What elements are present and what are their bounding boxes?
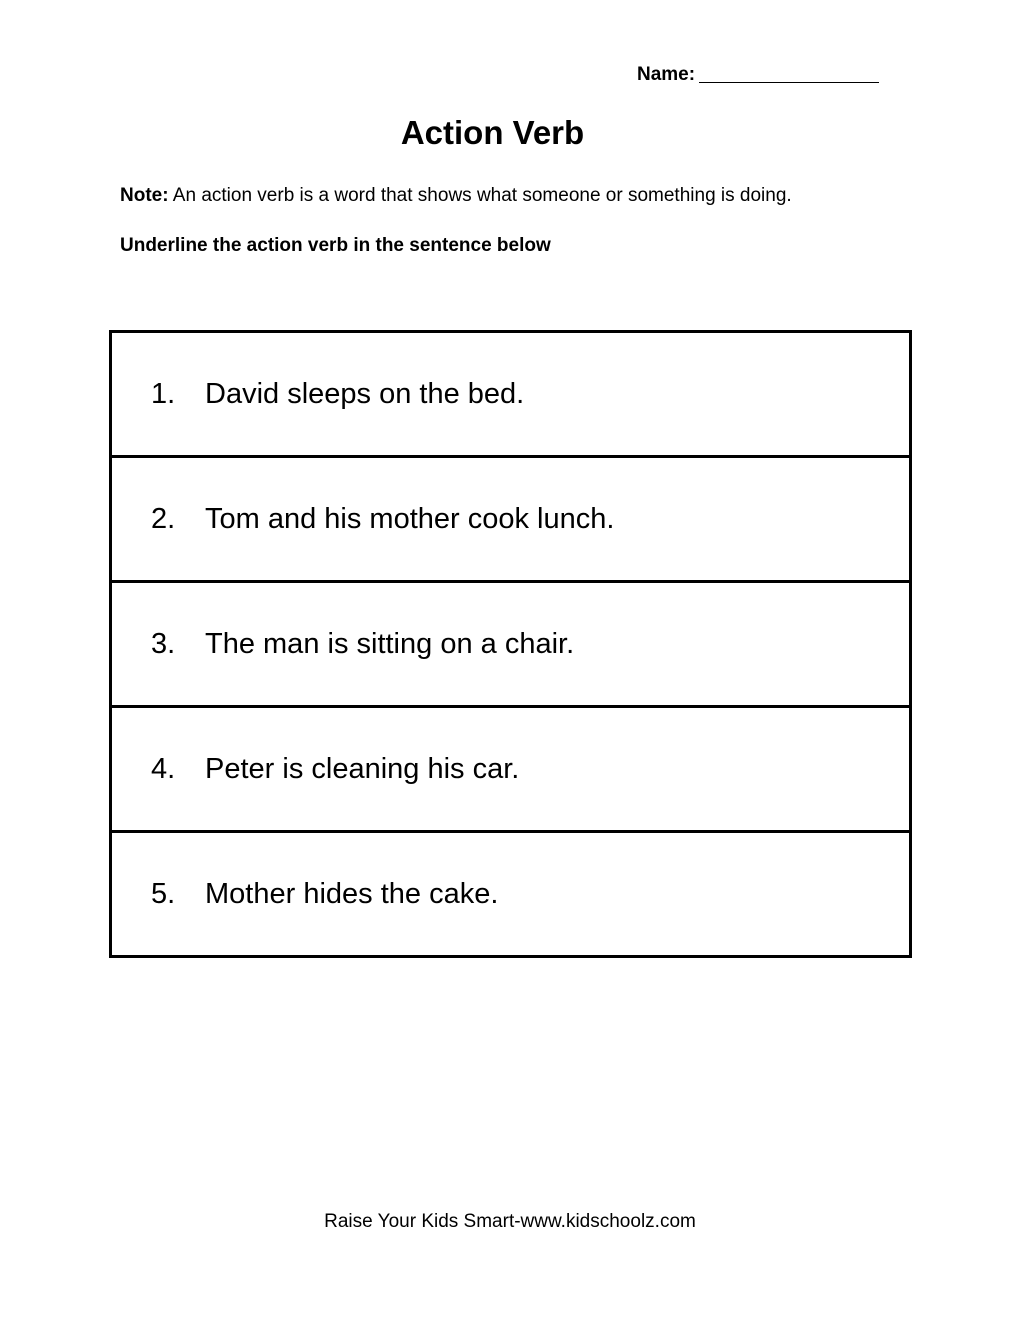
footer-credit: Raise Your Kids Smart-www.kidschoolz.com — [324, 1211, 696, 1232]
instruction: Underline the action verb in the sentence below — [120, 235, 551, 256]
sentence-number: 2. — [151, 502, 176, 535]
sentence-text[interactable]: David sleeps on the bed. — [205, 377, 525, 410]
sentence-row — [112, 708, 909, 833]
note-label: Note: — [120, 185, 169, 206]
page-title: Action Verb — [400, 114, 585, 151]
sentence-row — [112, 583, 909, 708]
sentence-number: 5. — [151, 877, 176, 910]
sentence-text[interactable]: Peter is cleaning his car. — [205, 752, 520, 785]
sentence-row — [112, 458, 909, 583]
sentence-number: 1. — [151, 377, 176, 410]
sentence-number: 3. — [151, 627, 176, 660]
name-field[interactable] — [637, 62, 879, 86]
sentence-table — [109, 330, 912, 958]
sentence-text[interactable]: Mother hides the cake. — [205, 877, 499, 910]
note — [120, 185, 792, 207]
note-text: An action verb is a word that shows what someone or something is doing. — [172, 185, 792, 206]
sentence-text[interactable]: The man is sitting on a chair. — [205, 627, 575, 660]
sentence-text[interactable]: Tom and his mother cook lunch. — [205, 502, 615, 535]
sentence-row — [112, 333, 909, 458]
name-blank-line[interactable] — [699, 62, 879, 83]
sentence-row — [112, 833, 909, 955]
name-label: Name: — [637, 64, 696, 85]
sentence-number: 4. — [151, 752, 176, 785]
